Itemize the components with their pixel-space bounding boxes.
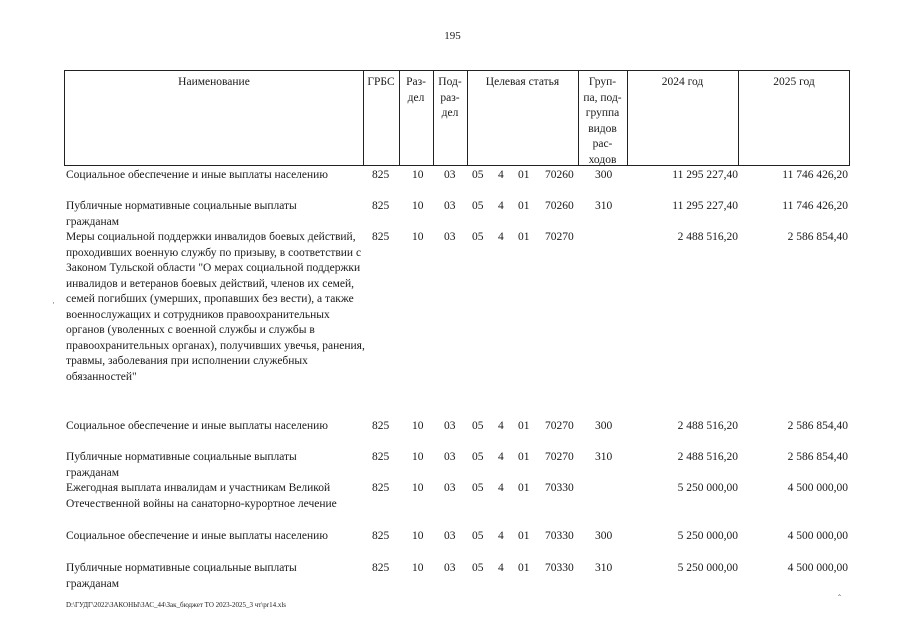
row-amount-2025: 2 586 854,40 bbox=[787, 451, 848, 463]
row-cs-type: 4 bbox=[498, 451, 504, 463]
row-amount-2024: 5 250 000,00 bbox=[677, 482, 738, 494]
row-grbs: 825 bbox=[372, 482, 390, 494]
row-amount-2025: 4 500 000,00 bbox=[787, 482, 848, 494]
row-cs-main: 01 bbox=[518, 231, 530, 243]
row-vr: 310 bbox=[595, 200, 613, 212]
row-amount-2024: 11 295 227,40 bbox=[672, 200, 738, 212]
row-vr: 300 bbox=[595, 530, 613, 542]
row-cs-program: 05 bbox=[472, 482, 484, 494]
row-cs-main: 01 bbox=[518, 562, 530, 574]
row-cs-program: 05 bbox=[472, 451, 484, 463]
row-razdel: 10 bbox=[412, 231, 424, 243]
row-cs-program: 05 bbox=[472, 200, 484, 212]
header-y2024: 2024 год bbox=[661, 76, 704, 88]
row-cs-direction: 70270 bbox=[545, 231, 574, 243]
row-cs-main: 01 bbox=[518, 451, 530, 463]
header-razdel: Раз- дел bbox=[406, 76, 426, 104]
row-amount-2025: 11 746 426,20 bbox=[782, 169, 848, 181]
row-cs-direction: 70330 bbox=[545, 482, 574, 494]
scan-mark: ‸ bbox=[838, 586, 842, 596]
row-vr: 300 bbox=[595, 169, 613, 181]
row-name: Социальное обеспечение и иные выплаты населению bbox=[66, 420, 328, 432]
row-razdel: 10 bbox=[412, 530, 424, 542]
row-podrazdel: 03 bbox=[444, 169, 456, 181]
row-razdel: 10 bbox=[412, 169, 424, 181]
row-amount-2024: 5 250 000,00 bbox=[677, 562, 738, 574]
row-name: Социальное обеспечение и иные выплаты населению bbox=[66, 530, 328, 542]
header-grbs: ГРБС bbox=[367, 76, 395, 88]
row-podrazdel: 03 bbox=[444, 231, 456, 243]
row-cs-type: 4 bbox=[498, 200, 504, 212]
row-vr: 310 bbox=[595, 562, 613, 574]
row-grbs: 825 bbox=[372, 169, 390, 181]
row-cs-program: 05 bbox=[472, 169, 484, 181]
row-podrazdel: 03 bbox=[444, 420, 456, 432]
row-razdel: 10 bbox=[412, 482, 424, 494]
row-razdel: 10 bbox=[412, 562, 424, 574]
header-name: Наименование bbox=[178, 76, 250, 88]
row-cs-type: 4 bbox=[498, 169, 504, 181]
row-cs-direction: 70330 bbox=[545, 530, 574, 542]
row-cs-type: 4 bbox=[498, 420, 504, 432]
scan-mark: · bbox=[52, 298, 55, 308]
row-cs-program: 05 bbox=[472, 231, 484, 243]
row-cs-direction: 70260 bbox=[545, 169, 574, 181]
row-cs-type: 4 bbox=[498, 231, 504, 243]
row-amount-2025: 11 746 426,20 bbox=[782, 200, 848, 212]
row-cs-direction: 70270 bbox=[545, 451, 574, 463]
row-amount-2025: 4 500 000,00 bbox=[787, 562, 848, 574]
row-podrazdel: 03 bbox=[444, 530, 456, 542]
row-cs-program: 05 bbox=[472, 530, 484, 542]
row-name: Меры социальной поддержки инвалидов боевых действий, проходивших военную службу по призыву, в соответствии с Законом Тульской области "О мерах социальной поддержки инвалидов и ветеранов боевых действий, членов их семей, семей погибших (умерших, пропавших без вести), а также военнослужащих и сотрудников правоохранительных органов (уволенных с военной службы и службы в правоохранительных органах), получивших увечья, ранения, травмы, заболевания при исполнении служебных обязанностей" bbox=[66, 231, 365, 383]
row-amount-2025: 2 586 854,40 bbox=[787, 420, 848, 432]
row-razdel: 10 bbox=[412, 420, 424, 432]
row-name: Публичные нормативные социальные выплаты гражданам bbox=[66, 451, 297, 479]
row-grbs: 825 bbox=[372, 231, 390, 243]
row-name: Публичные нормативные социальные выплаты гражданам bbox=[66, 200, 297, 228]
row-vr: 310 bbox=[595, 451, 613, 463]
row-cs-direction: 70270 bbox=[545, 420, 574, 432]
row-amount-2025: 4 500 000,00 bbox=[787, 530, 848, 542]
header-podrazdel: Под- раз- дел bbox=[438, 76, 462, 119]
row-podrazdel: 03 bbox=[444, 451, 456, 463]
header-vr: Груп- па, под- группа видов рас- ходов bbox=[583, 76, 622, 166]
row-cs-program: 05 bbox=[472, 420, 484, 432]
row-cs-direction: 70260 bbox=[545, 200, 574, 212]
table-header bbox=[64, 70, 850, 166]
row-cs-type: 4 bbox=[498, 482, 504, 494]
row-name: Публичные нормативные социальные выплаты гражданам bbox=[66, 562, 297, 590]
row-amount-2024: 11 295 227,40 bbox=[672, 169, 738, 181]
row-cs-type: 4 bbox=[498, 562, 504, 574]
row-amount-2024: 5 250 000,00 bbox=[677, 530, 738, 542]
row-podrazdel: 03 bbox=[444, 482, 456, 494]
row-podrazdel: 03 bbox=[444, 200, 456, 212]
page-number: 195 bbox=[444, 30, 461, 42]
row-amount-2025: 2 586 854,40 bbox=[787, 231, 848, 243]
row-cs-main: 01 bbox=[518, 420, 530, 432]
row-podrazdel: 03 bbox=[444, 562, 456, 574]
row-cs-direction: 70330 bbox=[545, 562, 574, 574]
row-amount-2024: 2 488 516,20 bbox=[677, 420, 738, 432]
header-y2025: 2025 год bbox=[773, 76, 815, 88]
row-name: Социальное обеспечение и иные выплаты населению bbox=[66, 169, 328, 181]
row-cs-main: 01 bbox=[518, 530, 530, 542]
row-grbs: 825 bbox=[372, 451, 390, 463]
row-grbs: 825 bbox=[372, 420, 390, 432]
row-name: Ежегодная выплата инвалидам и участникам Великой Отечественной войны на санаторно-курортное лечение bbox=[66, 482, 337, 510]
row-cs-main: 01 bbox=[518, 169, 530, 181]
row-grbs: 825 bbox=[372, 200, 390, 212]
row-cs-main: 01 bbox=[518, 200, 530, 212]
row-cs-main: 01 bbox=[518, 482, 530, 494]
row-cs-program: 05 bbox=[472, 562, 484, 574]
row-grbs: 825 bbox=[372, 562, 390, 574]
row-grbs: 825 bbox=[372, 530, 390, 542]
header-target: Целевая статья bbox=[485, 76, 560, 88]
row-amount-2024: 2 488 516,20 bbox=[677, 451, 738, 463]
row-vr: 300 bbox=[595, 420, 613, 432]
row-razdel: 10 bbox=[412, 451, 424, 463]
row-razdel: 10 bbox=[412, 200, 424, 212]
footer-file-path: D:\ГУДГ\2022\ЗАКОНЫ\ЗАС_44\Зак_бюджет ТО 2023-2025_3 чт\pr14.xls bbox=[66, 601, 287, 609]
row-amount-2024: 2 488 516,20 bbox=[677, 231, 738, 243]
row-cs-type: 4 bbox=[498, 530, 504, 542]
